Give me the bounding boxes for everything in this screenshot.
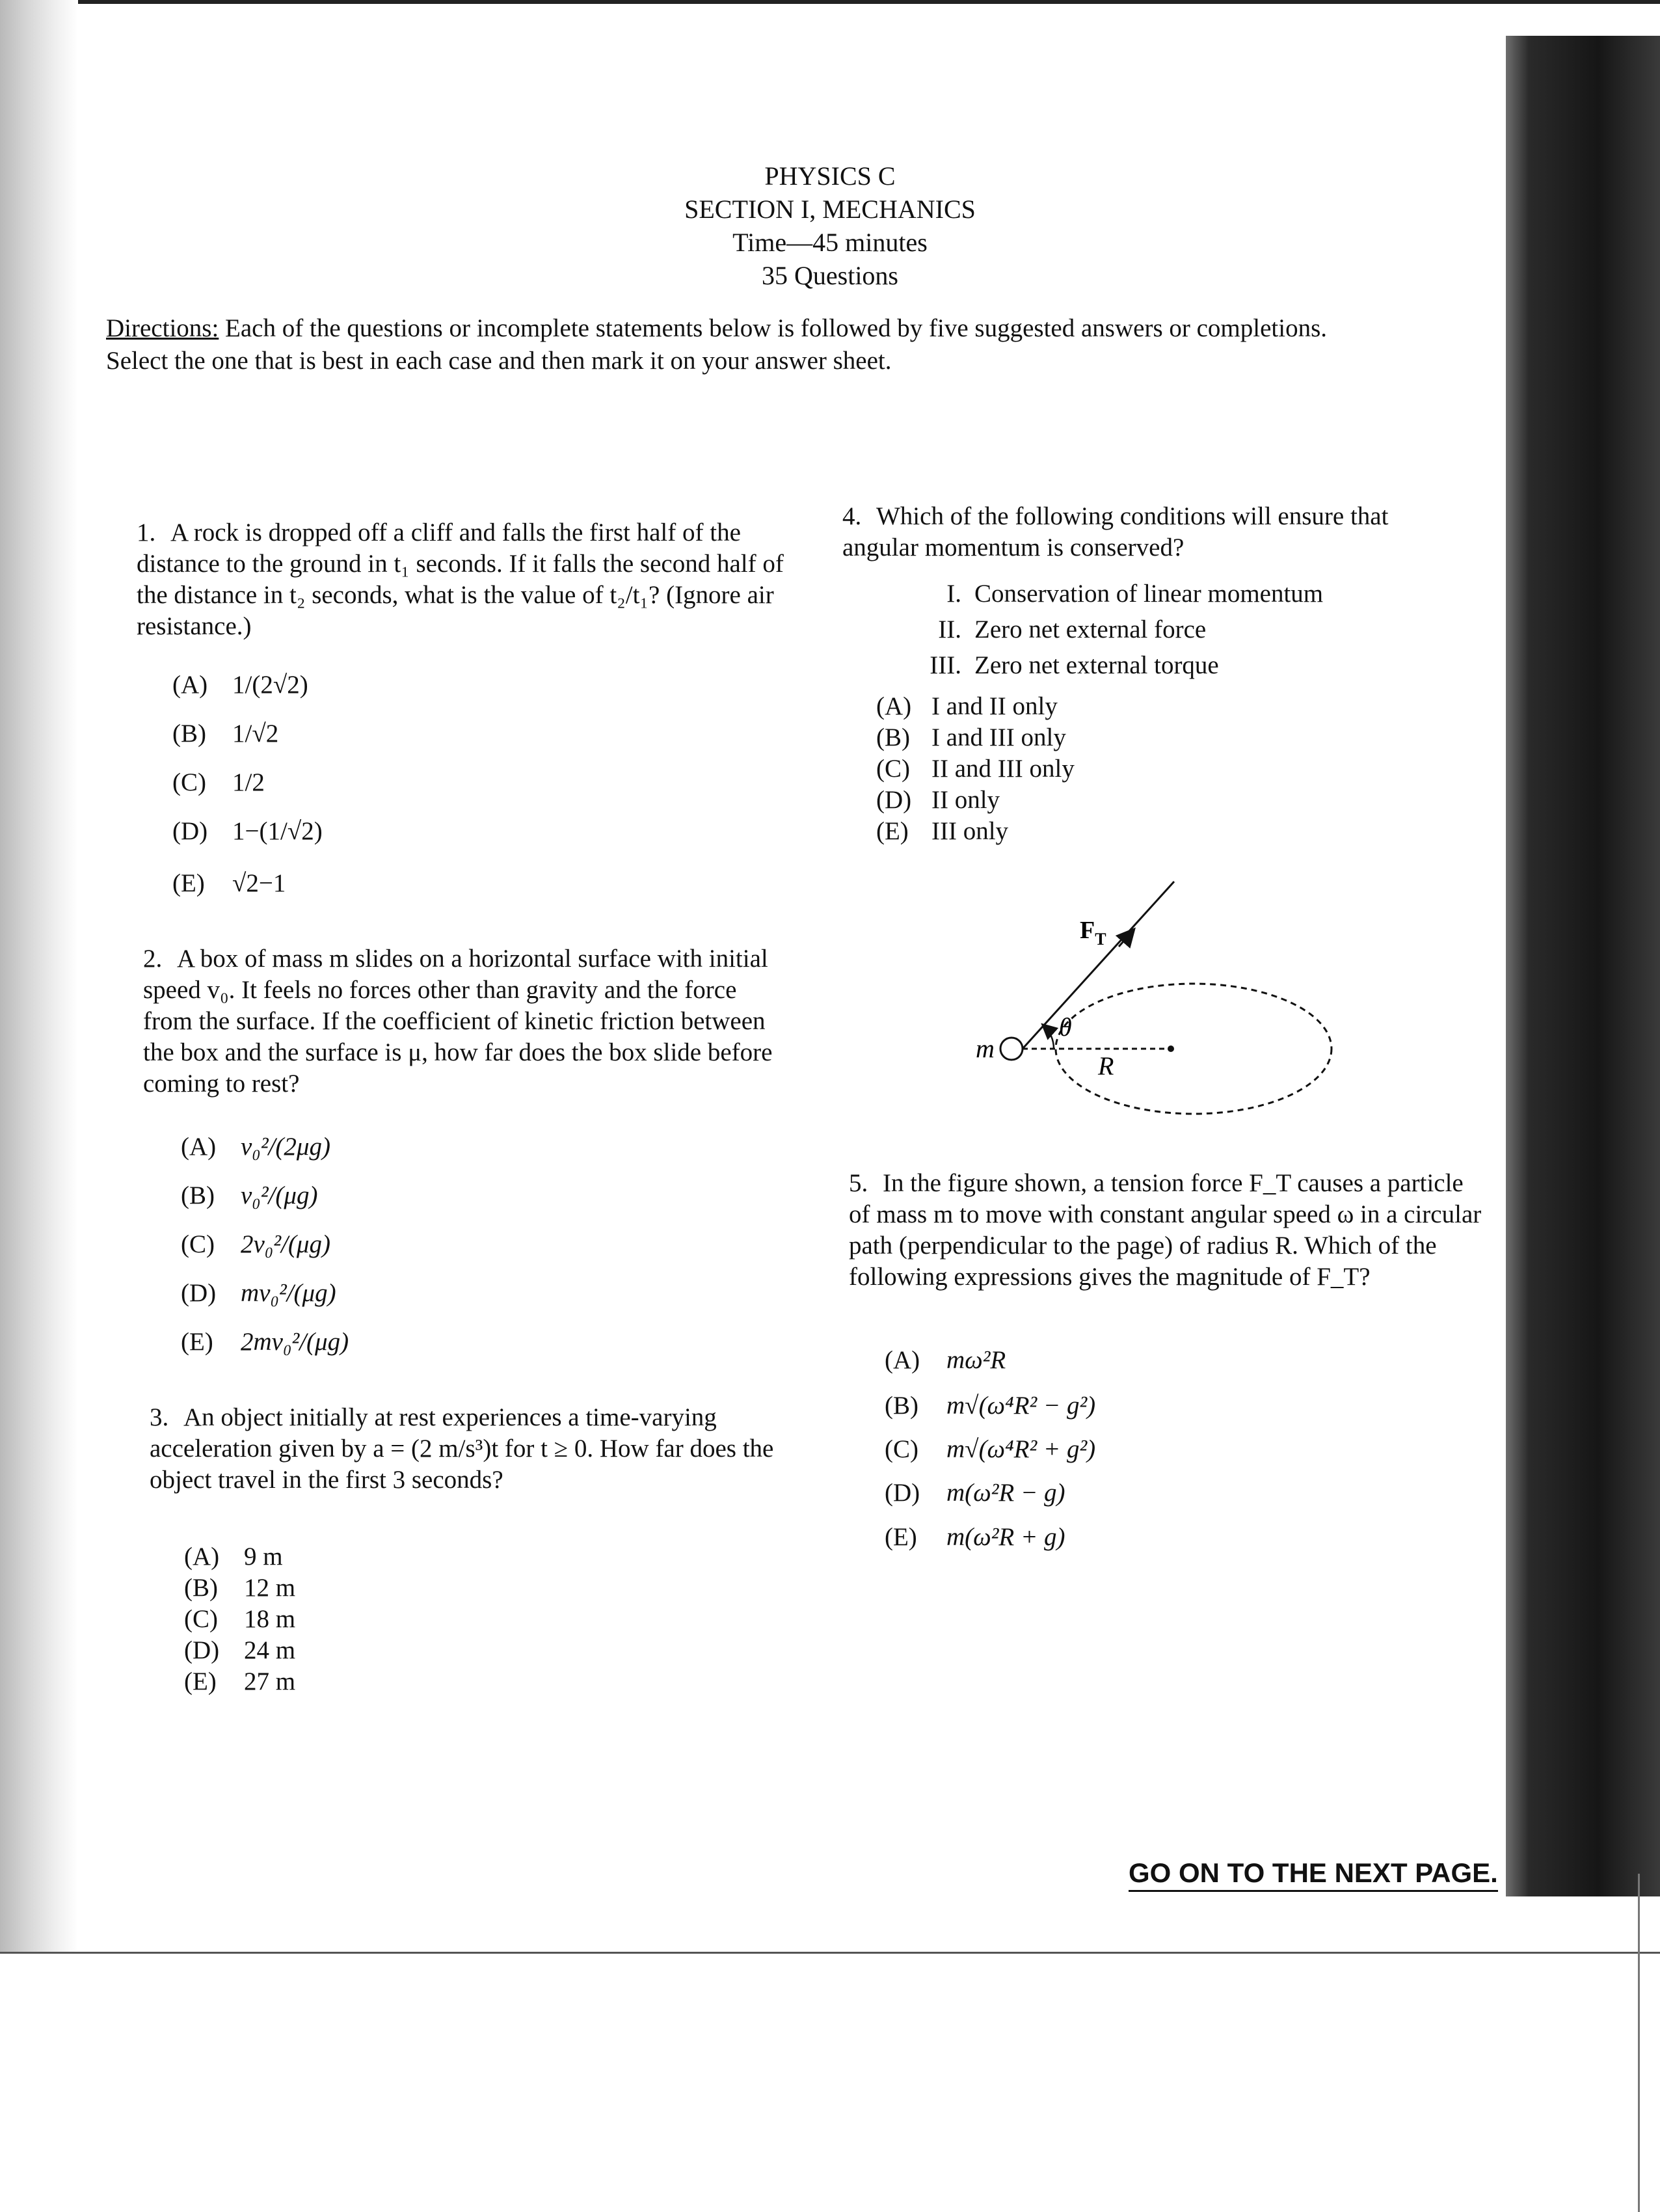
choice-4b[interactable]: (B) I and III only: [876, 723, 1066, 751]
choice-4c[interactable]: (C) II and III only: [876, 755, 1075, 783]
directions-label: Directions:: [106, 314, 219, 342]
question-text: An object initially at rest experiences a time-varying acceleration given by a = (2 m/s³)t for t ≥ 0. How far does the object travel in the first 3 seconds?: [150, 1403, 774, 1494]
top-edge: [0, 0, 1660, 4]
question-text: A rock is dropped off a cliff and falls the first half of the distance to the ground in t₁ seconds. If it falls the second half of the distance in t₂ seconds, what is the value of t₂/t₁? (Ignore air resistance.): [137, 519, 784, 640]
question-4: [842, 501, 1467, 563]
choice-1b[interactable]: (B) 1/√2: [172, 720, 279, 748]
choice-3e[interactable]: (E) 27 m: [184, 1667, 296, 1695]
exam-question-count: 35 Questions: [762, 261, 898, 290]
conical-pendulum-diagram: [963, 872, 1340, 1119]
question-number: 2.: [143, 945, 163, 973]
choice-4d[interactable]: (D) II only: [876, 786, 1000, 814]
force-label: $F_T$: [1080, 917, 1106, 949]
choice-5b[interactable]: (B) m√(ω⁴R² − g²): [885, 1392, 1096, 1420]
choice-2c[interactable]: (C) 2v₀²/(μg): [181, 1230, 330, 1258]
directions: [106, 312, 1342, 377]
exam-time: Time—45 minutes: [732, 228, 928, 257]
binding-shadow-right: [1506, 36, 1660, 1896]
choice-1d[interactable]: (D) 1−(1/√2): [172, 817, 323, 845]
page-bottom-edge: [0, 1952, 1660, 1954]
question-text: Which of the following conditions will ensure that angular momentum is conserved?: [842, 502, 1389, 561]
mass-particle: [1000, 1038, 1023, 1060]
choice-5c[interactable]: (C) m√(ω⁴R² + g²): [885, 1435, 1096, 1463]
tension-line: [1023, 882, 1174, 1049]
choice-3b[interactable]: (B) 12 m: [184, 1574, 296, 1602]
question-5: [849, 1168, 1486, 1293]
choice-2d[interactable]: (D) mv₀²/(μg): [181, 1279, 336, 1307]
statement-ii: II. Zero net external force: [938, 615, 1207, 643]
go-on-next-page: GO ON TO THE NEXT PAGE.: [1129, 1857, 1498, 1892]
radius-label: R: [1098, 1051, 1114, 1081]
choice-1a[interactable]: (A) 1/(2√2): [172, 671, 308, 699]
choice-4a[interactable]: (A) I and II only: [876, 692, 1058, 720]
question-number: 4.: [842, 502, 862, 530]
choice-5a[interactable]: (A) mω²R: [885, 1346, 1006, 1374]
question-number: 1.: [137, 519, 156, 546]
choice-2a[interactable]: (A) v₀²/(2μg): [181, 1133, 330, 1161]
question-3: [150, 1402, 800, 1496]
binding-shadow-left: [0, 0, 78, 1952]
directions-text: Each of the questions or incomplete statements below is followed by five suggested answers or completions. Select the one that is best in each case and then mark it on your answer sheet.: [106, 314, 1327, 375]
choice-1e[interactable]: (E) √2−1: [172, 869, 286, 897]
statement-iii: III. Zero net external torque: [930, 651, 1219, 679]
exam-title: PHYSICS C: [764, 161, 896, 191]
question-1: [137, 517, 787, 642]
choice-3d[interactable]: (D) 24 m: [184, 1636, 296, 1664]
choice-4e[interactable]: (E) III only: [876, 817, 1009, 845]
question-number: 3.: [150, 1403, 169, 1431]
question-2: [143, 943, 781, 1099]
choice-2e[interactable]: (E) 2mv₀²/(μg): [181, 1328, 349, 1356]
choice-1c[interactable]: (C) 1/2: [172, 768, 265, 796]
choice-3a[interactable]: (A) 9 m: [184, 1543, 283, 1571]
mass-label: m: [976, 1034, 995, 1063]
angle-label: θ: [1059, 1012, 1072, 1042]
question-text: A box of mass m slides on a horizontal surface with initial speed v₀. It feels no forces other than gravity and the force from the surface. If the coefficient of kinetic friction between the box and the surface is μ, how far does the box slide before coming to rest?: [143, 945, 773, 1098]
question-number: 5.: [849, 1169, 868, 1197]
choice-5d[interactable]: (D) m(ω²R − g): [885, 1479, 1065, 1507]
question-text: In the figure shown, a tension force F_T causes a particle of mass m to move with constant angular speed ω in a circular path (perpendicular to the page) of radius R. Which of the following expressions gives the magnitude of F_T?: [849, 1169, 1482, 1291]
force-arrow: [1119, 930, 1133, 947]
angle-arc: [1043, 1025, 1054, 1049]
statement-i: I. Conservation of linear momentum: [946, 580, 1324, 608]
exam-section: SECTION I, MECHANICS: [684, 195, 976, 224]
choice-2b[interactable]: (B) v₀²/(μg): [181, 1181, 318, 1209]
page-right-edge: [1638, 1874, 1640, 2212]
choice-3c[interactable]: (C) 18 m: [184, 1605, 296, 1633]
center-dot: [1168, 1045, 1174, 1052]
choice-5e[interactable]: (E) m(ω²R + g): [885, 1523, 1065, 1551]
